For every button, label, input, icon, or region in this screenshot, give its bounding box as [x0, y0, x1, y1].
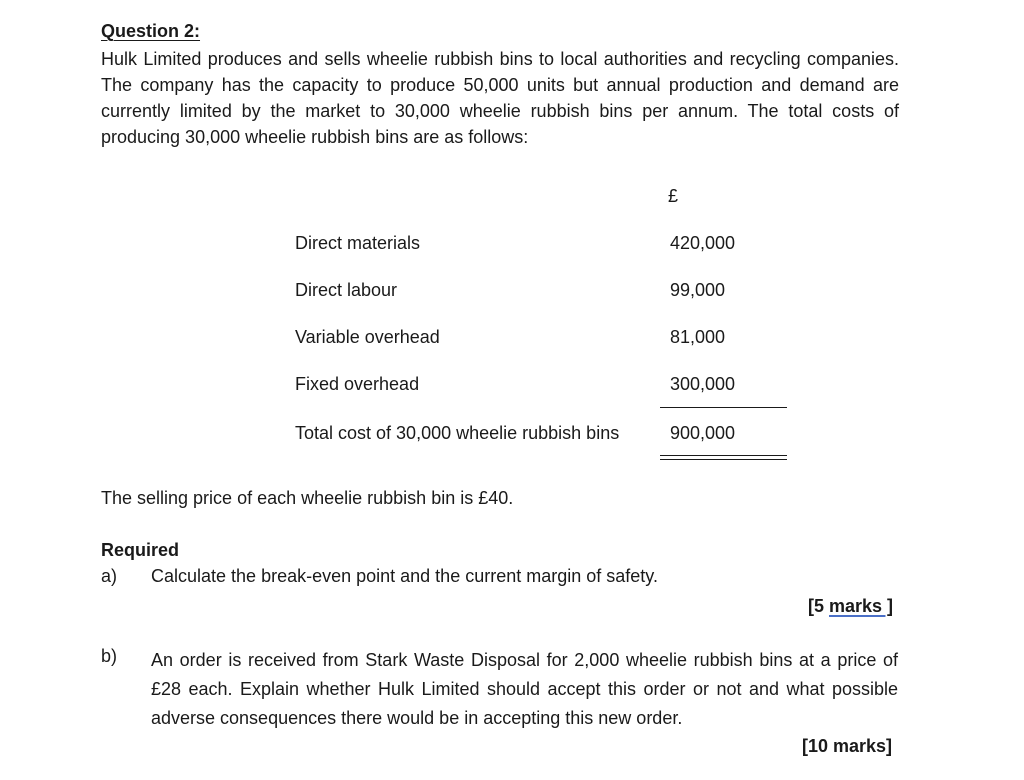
part-b-marks: [10 marks]	[802, 736, 893, 756]
total-value: 900,000	[670, 423, 736, 443]
subtotal-rule	[660, 407, 787, 408]
cost-row-label: Direct labour	[295, 280, 398, 300]
part-a-text: Calculate the break-even point and the current margin of safety.	[151, 566, 658, 586]
cost-row-value: 81,000	[670, 327, 726, 347]
question-title: Question 2:	[101, 21, 201, 41]
cost-row-value: 420,000	[670, 233, 736, 253]
part-a-marks-open: [5	[808, 596, 830, 616]
cost-row-label: Fixed overhead	[295, 374, 420, 394]
part-b-letter: b)	[101, 646, 118, 666]
part-a-marks	[808, 596, 893, 617]
total-double-rule	[660, 455, 787, 460]
cost-row-value: 300,000	[670, 374, 736, 394]
part-b-text: An order is received from Stark Waste Disposal for 2,000 wheelie rubbish bins at a price of £28 each. Explain whether Hulk Limited should accept this order or not and what possible adverse consequences there would be in accepting this new order.	[151, 650, 898, 728]
cost-row-value: 99,000	[670, 280, 726, 300]
selling-price-text: The selling price of each wheelie rubbish bin is £40.	[101, 488, 514, 508]
cost-row-label: Variable overhead	[295, 327, 440, 347]
currency-header: £	[668, 186, 679, 206]
required-heading: Required	[101, 540, 180, 560]
total-label: Total cost of 30,000 wheelie rubbish bins	[295, 423, 620, 443]
question-intro: Hulk Limited produces and sells wheelie rubbish bins to local authorities and recycling companies. The company has the capacity to produce 50,000 units but annual production and demand are currently limited by the market to 30,000 wheelie rubbish bins per annum. The total costs of producing 30,000 wheelie rubbish bins are as follows:	[101, 49, 899, 147]
cost-row-label: Direct materials	[295, 233, 421, 253]
part-a-letter: a)	[101, 566, 118, 586]
part-a-marks-word: marks ]	[829, 596, 894, 616]
